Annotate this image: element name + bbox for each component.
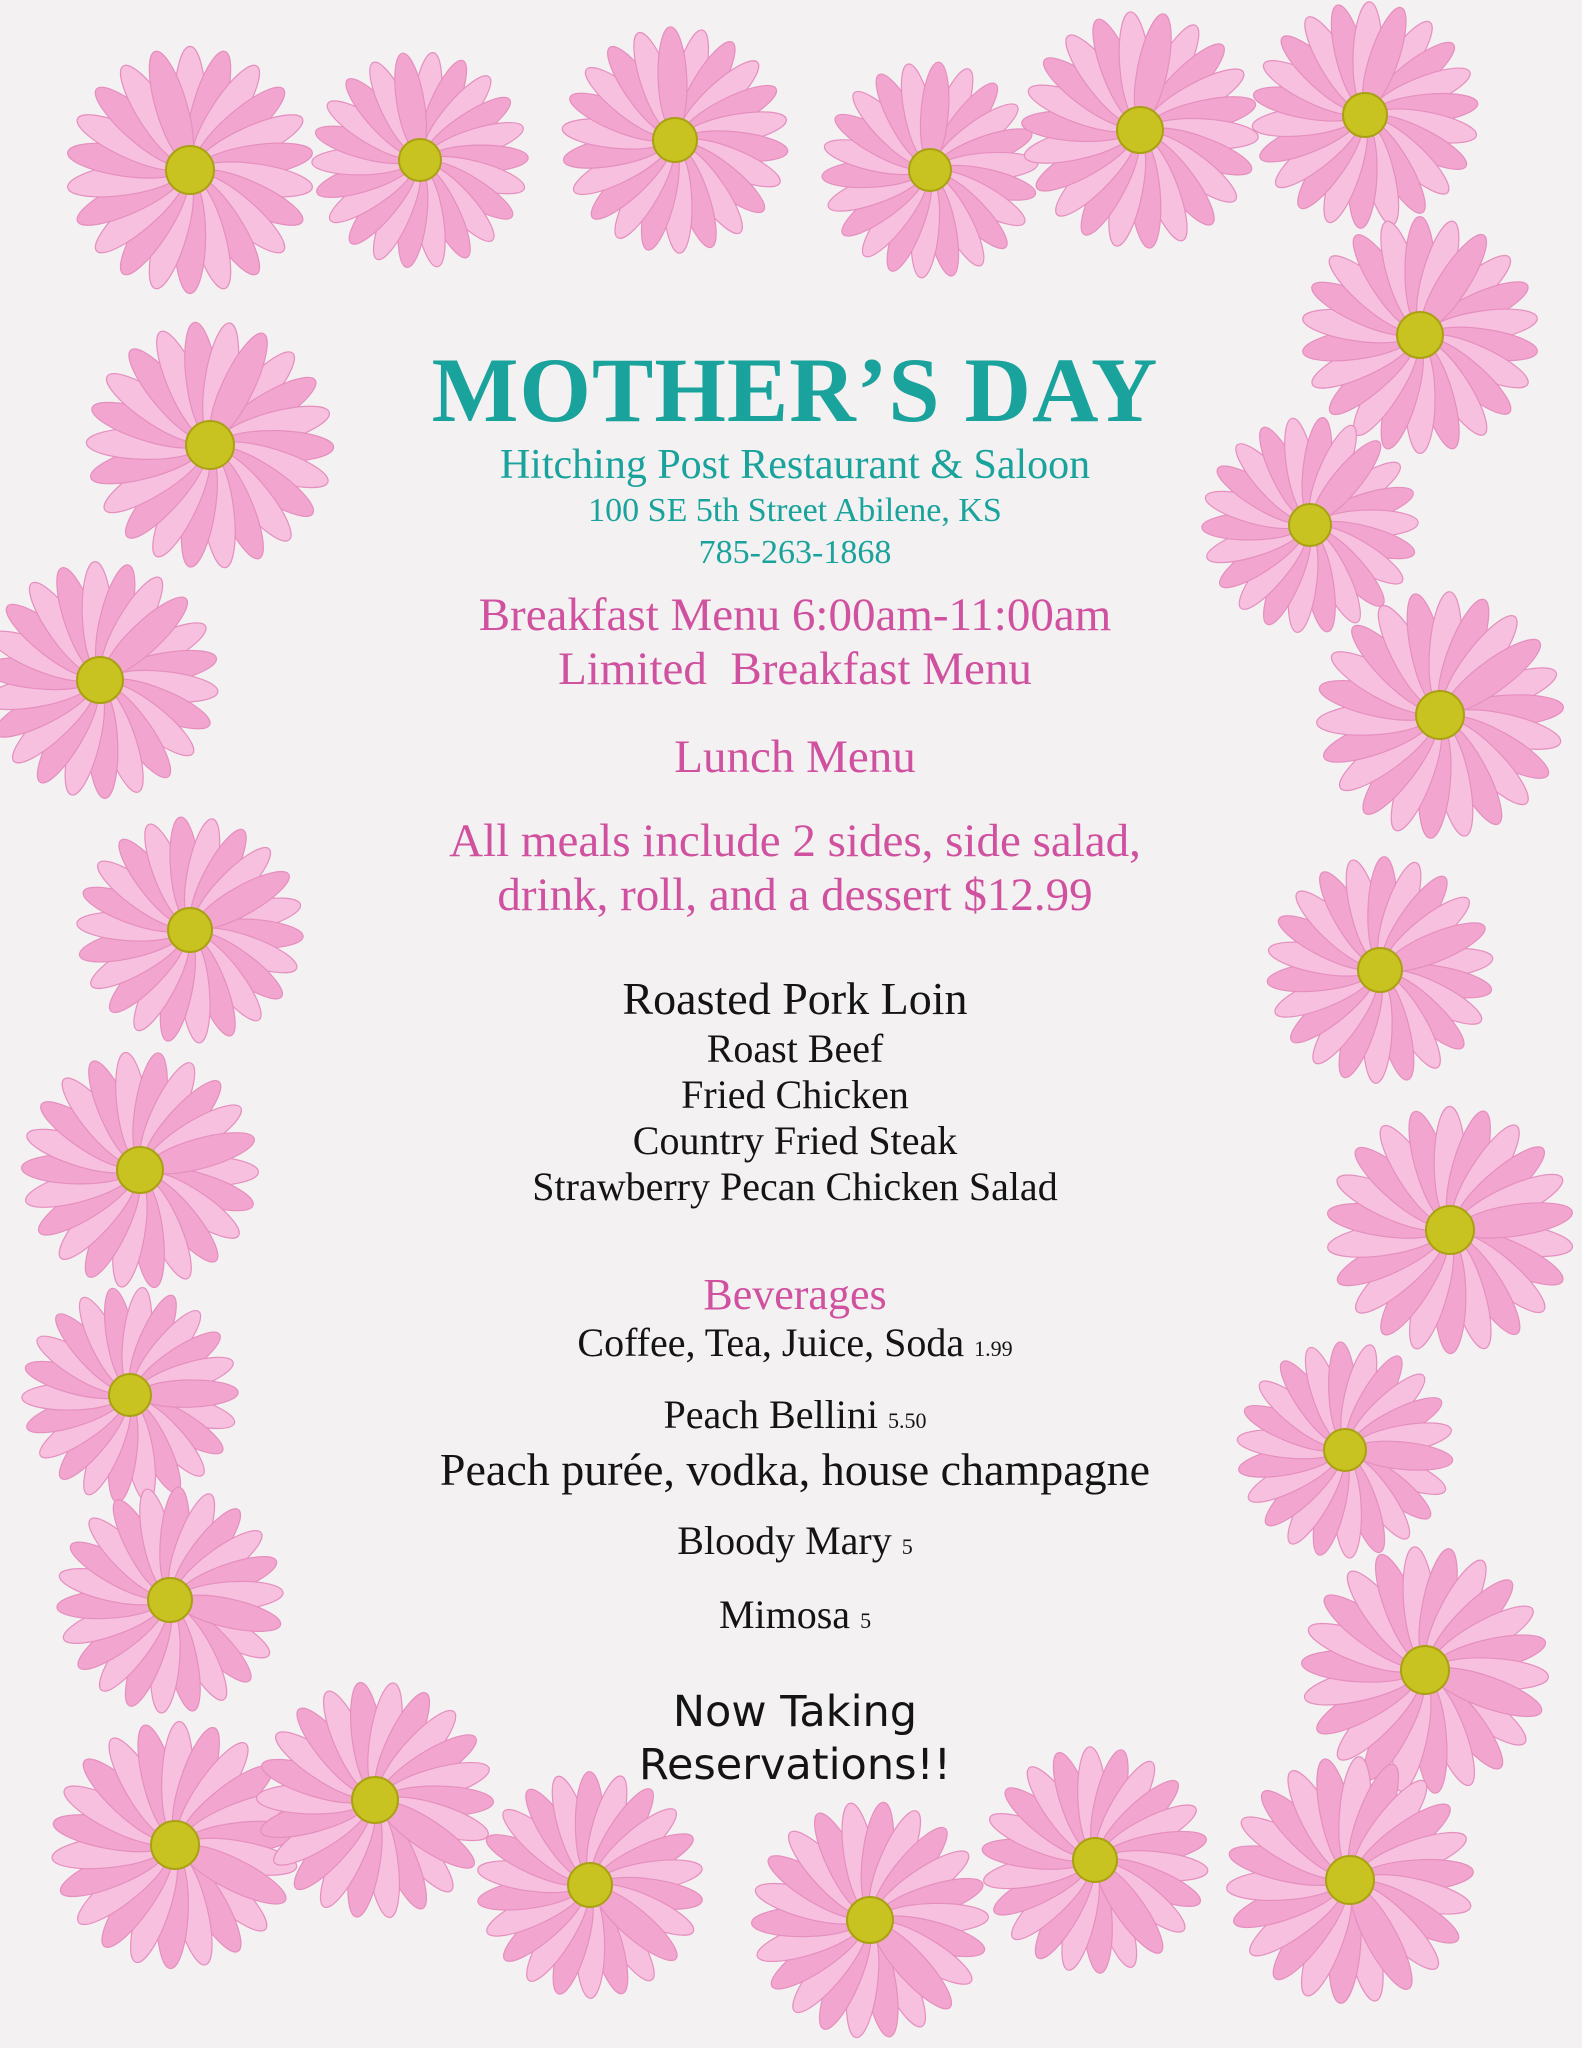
- daisy-flower: [821, 61, 1039, 279]
- daisy-flower: [751, 1801, 989, 2040]
- beverage-name: Coffee, Tea, Juice, Soda: [577, 1320, 965, 1365]
- daisy-flower: [50, 1721, 299, 1969]
- daisy-flower: [1325, 1106, 1574, 1353]
- meals-include-line2: drink, roll, and a dessert $12.99: [497, 869, 1093, 921]
- bellini-description: Peach purée, vodka, house champagne: [439, 1444, 1151, 1495]
- reservations-line1: Now Taking: [672, 1687, 918, 1737]
- beverage-price: 1.99: [974, 1336, 1013, 1361]
- beverage-name: Mimosa: [718, 1592, 851, 1637]
- lunch-item: Roasted Pork Loin: [622, 973, 968, 1024]
- beverage-basic: [380, 1320, 1210, 1372]
- daisy-flower: [476, 1772, 704, 1999]
- beverage-bloody-mary: [380, 1518, 1210, 1570]
- breakfast-hours: Breakfast Menu 6:00am-11:00am: [478, 589, 1112, 641]
- daisy-flower: [1021, 11, 1259, 250]
- beverage-price: 5.50: [887, 1408, 927, 1433]
- reservations-line2: Reservations!!: [639, 1740, 951, 1790]
- daisy-flower: [1301, 217, 1540, 454]
- daisy-flower: [86, 320, 334, 569]
- lunch-item: Fried Chicken: [681, 1072, 909, 1117]
- beverage-name: Peach Bellini: [663, 1392, 878, 1437]
- beverage-mimosa: [380, 1592, 1210, 1644]
- daisy-flower: [22, 1286, 239, 1504]
- daisy-flower: [1236, 1341, 1454, 1558]
- beverage-price: 5: [901, 1534, 913, 1559]
- daisy-flower: [561, 26, 789, 254]
- daisy-flower: [312, 51, 529, 269]
- lunch-item: Roast Beef: [706, 1026, 884, 1071]
- beverages-heading: Beverages: [703, 1270, 887, 1319]
- daisy-flower: [1251, 1, 1479, 229]
- daisy-flower: [56, 1486, 284, 1714]
- daisy-flower: [1266, 856, 1494, 1084]
- daisy-flower: [65, 46, 314, 293]
- daisy-flower: [21, 1051, 258, 1290]
- restaurant-name: Hitching Post Restaurant & Saloon: [499, 442, 1091, 488]
- page-title: MOTHER’S DAY: [431, 339, 1159, 441]
- breakfast-limited: Limited Breakfast Menu: [558, 643, 1032, 695]
- lunch-heading: Lunch Menu: [674, 731, 916, 783]
- menu-content: [380, 340, 1210, 1792]
- lunch-item: Strawberry Pecan Chicken Salad: [532, 1164, 1058, 1209]
- daisy-flower: [1301, 1546, 1550, 1795]
- daisy-flower: [0, 561, 219, 799]
- meals-include-line1: All meals include 2 sides, side salad,: [449, 815, 1141, 867]
- beverage-name: Bloody Mary: [677, 1518, 892, 1563]
- beverage-price: 5: [860, 1608, 872, 1633]
- daisy-flower: [76, 816, 304, 1044]
- reservations-notice: [380, 1686, 1210, 1792]
- beverage-bellini: [380, 1392, 1210, 1444]
- restaurant-address: 100 SE 5th Street Abilene, KS: [588, 492, 1002, 529]
- restaurant-phone: 785-263-1868: [698, 534, 892, 571]
- lunch-item: Country Fried Steak: [632, 1118, 958, 1163]
- daisy-flower: [1316, 591, 1565, 840]
